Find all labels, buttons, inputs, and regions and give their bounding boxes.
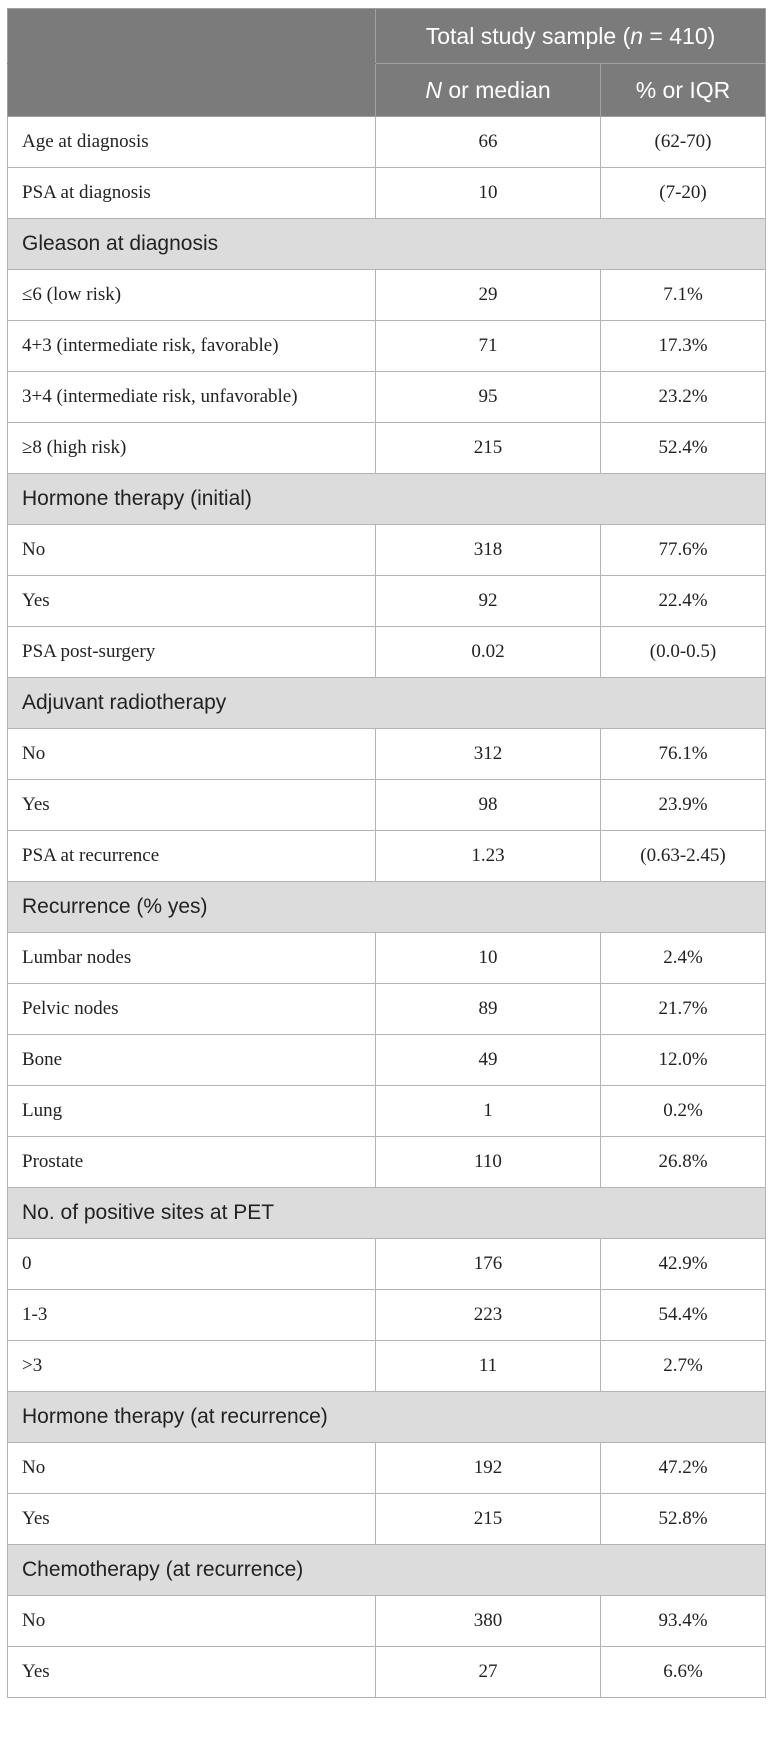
table-row xyxy=(8,525,766,576)
row-value: 49 xyxy=(376,1035,601,1086)
row-label: 1-3 xyxy=(8,1290,376,1341)
table-row xyxy=(8,372,766,423)
table-row xyxy=(8,1647,766,1698)
table-row xyxy=(8,831,766,882)
section-label: No. of positive sites at PET xyxy=(8,1188,766,1239)
row-value: 10 xyxy=(376,168,601,219)
row-label: Yes xyxy=(8,1494,376,1545)
row-value: 11 xyxy=(376,1341,601,1392)
table-row xyxy=(8,933,766,984)
row-value: 318 xyxy=(376,525,601,576)
row-value: 95 xyxy=(376,372,601,423)
row-label: Pelvic nodes xyxy=(8,984,376,1035)
row-label: Yes xyxy=(8,1647,376,1698)
row-label: 3+4 (intermediate risk, unfavorable) xyxy=(8,372,376,423)
row-pct: 17.3% xyxy=(601,321,766,372)
table-row xyxy=(8,1290,766,1341)
row-pct: 6.6% xyxy=(601,1647,766,1698)
col-n-rest: or median xyxy=(441,76,551,103)
col-n-italic: N xyxy=(425,76,442,103)
table-row xyxy=(8,270,766,321)
section-label: Recurrence (% yes) xyxy=(8,882,766,933)
header-col-pct-or-iqr: % or IQR xyxy=(601,64,766,117)
section-row xyxy=(8,1188,766,1239)
row-value: 192 xyxy=(376,1443,601,1494)
row-pct: 0.2% xyxy=(601,1086,766,1137)
row-value: 92 xyxy=(376,576,601,627)
row-value: 0.02 xyxy=(376,627,601,678)
row-value: 66 xyxy=(376,117,601,168)
row-label: Lumbar nodes xyxy=(8,933,376,984)
row-pct: (7-20) xyxy=(601,168,766,219)
row-pct: (0.63-2.45) xyxy=(601,831,766,882)
row-value: 27 xyxy=(376,1647,601,1698)
row-value: 10 xyxy=(376,933,601,984)
row-label: >3 xyxy=(8,1341,376,1392)
table-row xyxy=(8,1443,766,1494)
row-pct: 42.9% xyxy=(601,1239,766,1290)
table-row xyxy=(8,1035,766,1086)
row-pct: 26.8% xyxy=(601,1137,766,1188)
row-pct: 76.1% xyxy=(601,729,766,780)
row-pct: 22.4% xyxy=(601,576,766,627)
row-label: Age at diagnosis xyxy=(8,117,376,168)
table-row xyxy=(8,321,766,372)
row-label: Yes xyxy=(8,780,376,831)
row-pct: 23.9% xyxy=(601,780,766,831)
row-label: PSA at recurrence xyxy=(8,831,376,882)
row-pct: 23.2% xyxy=(601,372,766,423)
row-pct: 77.6% xyxy=(601,525,766,576)
row-label: ≥8 (high risk) xyxy=(8,423,376,474)
row-pct: 2.4% xyxy=(601,933,766,984)
table-row xyxy=(8,984,766,1035)
table-row xyxy=(8,1494,766,1545)
row-pct: 54.4% xyxy=(601,1290,766,1341)
group-title-suffix: = 410) xyxy=(643,22,716,49)
row-value: 1.23 xyxy=(376,831,601,882)
section-label: Chemotherapy (at recurrence) xyxy=(8,1545,766,1596)
row-value: 215 xyxy=(376,423,601,474)
row-label: Yes xyxy=(8,576,376,627)
table-row xyxy=(8,168,766,219)
row-pct: 47.2% xyxy=(601,1443,766,1494)
section-row xyxy=(8,474,766,525)
section-row xyxy=(8,1545,766,1596)
table-row xyxy=(8,729,766,780)
group-title-n: n xyxy=(630,22,644,49)
table-row xyxy=(8,576,766,627)
row-label: No xyxy=(8,729,376,780)
section-label: Gleason at diagnosis xyxy=(8,219,766,270)
row-value: 176 xyxy=(376,1239,601,1290)
section-label: Hormone therapy (at recurrence) xyxy=(8,1392,766,1443)
row-label: Bone xyxy=(8,1035,376,1086)
table-header xyxy=(8,9,766,117)
row-pct: (0.0-0.5) xyxy=(601,627,766,678)
table-row xyxy=(8,1086,766,1137)
row-label: 0 xyxy=(8,1239,376,1290)
header-blank-cell-2 xyxy=(8,64,376,117)
row-pct: 12.0% xyxy=(601,1035,766,1086)
row-pct: (62-70) xyxy=(601,117,766,168)
row-label: No xyxy=(8,525,376,576)
row-label: 4+3 (intermediate risk, favorable) xyxy=(8,321,376,372)
row-value: 98 xyxy=(376,780,601,831)
study-sample-table xyxy=(7,8,766,1698)
table-row xyxy=(8,780,766,831)
row-pct: 93.4% xyxy=(601,1596,766,1647)
row-pct: 2.7% xyxy=(601,1341,766,1392)
header-col-n-or-median xyxy=(376,64,601,117)
header-blank-cell xyxy=(8,9,376,64)
row-label: ≤6 (low risk) xyxy=(8,270,376,321)
row-label: Prostate xyxy=(8,1137,376,1188)
row-label: No xyxy=(8,1443,376,1494)
row-value: 312 xyxy=(376,729,601,780)
row-pct: 52.8% xyxy=(601,1494,766,1545)
row-value: 380 xyxy=(376,1596,601,1647)
group-title-prefix: Total study sample ( xyxy=(425,22,631,49)
section-label: Adjuvant radiotherapy xyxy=(8,678,766,729)
table-row xyxy=(8,1596,766,1647)
table-row xyxy=(8,1239,766,1290)
row-pct: 52.4% xyxy=(601,423,766,474)
row-label: PSA at diagnosis xyxy=(8,168,376,219)
section-row xyxy=(8,882,766,933)
table-row xyxy=(8,1137,766,1188)
row-value: 215 xyxy=(376,1494,601,1545)
row-value: 110 xyxy=(376,1137,601,1188)
table-row xyxy=(8,1341,766,1392)
section-row xyxy=(8,219,766,270)
row-value: 29 xyxy=(376,270,601,321)
row-pct: 21.7% xyxy=(601,984,766,1035)
table-body xyxy=(8,117,766,1698)
row-value: 1 xyxy=(376,1086,601,1137)
row-pct: 7.1% xyxy=(601,270,766,321)
section-row xyxy=(8,678,766,729)
table-row xyxy=(8,627,766,678)
section-row xyxy=(8,1392,766,1443)
row-value: 223 xyxy=(376,1290,601,1341)
section-label: Hormone therapy (initial) xyxy=(8,474,766,525)
row-value: 71 xyxy=(376,321,601,372)
header-group-title xyxy=(376,9,766,64)
row-label: PSA post-surgery xyxy=(8,627,376,678)
table-row xyxy=(8,117,766,168)
row-label: No xyxy=(8,1596,376,1647)
row-label: Lung xyxy=(8,1086,376,1137)
table-row xyxy=(8,423,766,474)
row-value: 89 xyxy=(376,984,601,1035)
